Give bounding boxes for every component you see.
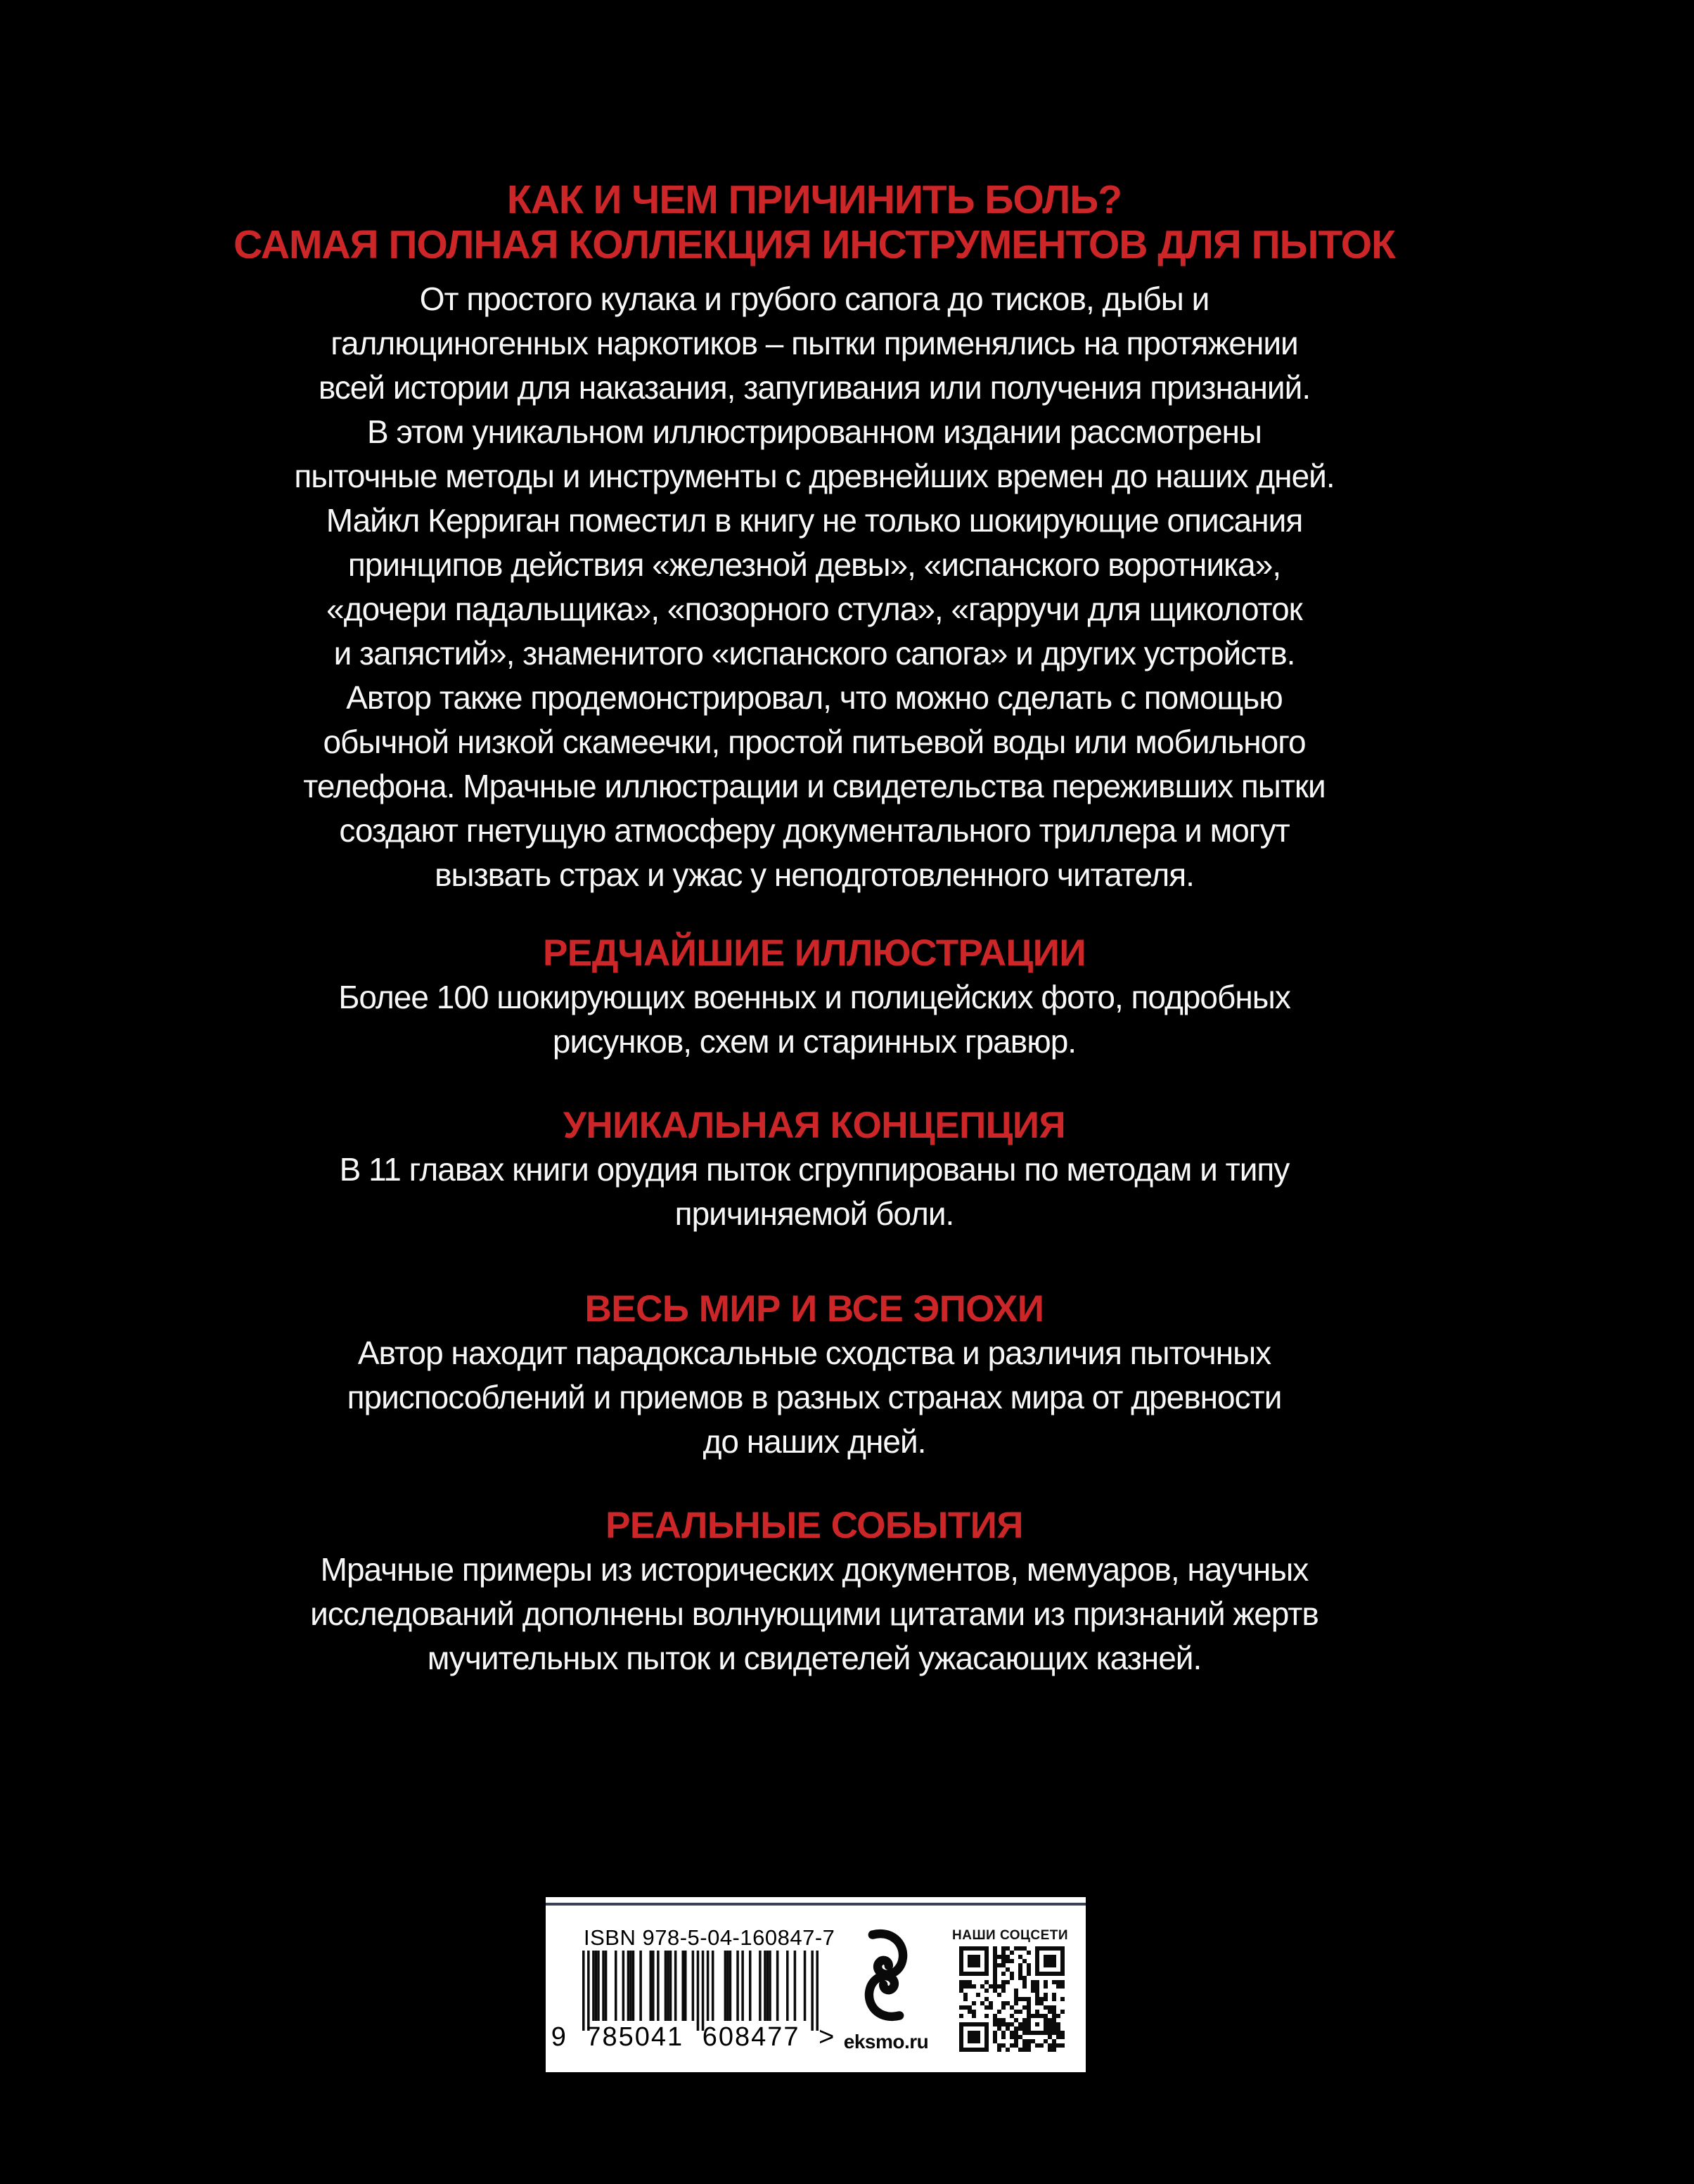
section-line: Автор находит парадоксальные сходства и различия пыточных xyxy=(357,1335,1271,1371)
intro-line: галлюциногенных наркотиков – пытки применялись на протяжении xyxy=(331,325,1298,361)
section-title: УНИКАЛЬНАЯ КОНЦЕПЦИЯ xyxy=(563,1105,1066,1146)
intro-line: От простого кулака и грубого сапога до тисков, дыбы и xyxy=(419,281,1209,317)
section-line: В 11 главах книги орудия пыток сгруппированы по методам и типу xyxy=(339,1151,1290,1188)
panel-top-divider xyxy=(546,1903,1086,1906)
section-line: приспособлений и приемов в разных странах мира от древности xyxy=(347,1379,1282,1415)
section-concept xyxy=(0,1103,1629,1236)
intro-line: всей истории для наказания, запугивания или получения признаний. xyxy=(318,369,1311,406)
intro-line: вызвать страх и ужас у неподготовленного читателя. xyxy=(435,856,1194,893)
section-world-epochs xyxy=(0,1287,1629,1464)
headline xyxy=(0,177,1629,267)
section-title: ВЕСЬ МИР И ВСЕ ЭПОХИ xyxy=(584,1288,1044,1330)
section-title: РЕАЛЬНЫЕ СОБЫТИЯ xyxy=(605,1505,1023,1546)
intro-line: телефона. Мрачные иллюстрации и свидетельства переживших пытки xyxy=(303,768,1326,804)
publisher-site-label: eksmo.ru xyxy=(843,2031,929,2053)
intro-line: и запястий», знаменитого «испанского сапога» и других устройств. xyxy=(333,635,1295,672)
headline-line: САМАЯ ПОЛНАЯ КОЛЛЕКЦИЯ ИНСТРУМЕНТОВ ДЛЯ ПЫТОК xyxy=(233,222,1395,267)
section-line: мучительных пыток и свидетелей ужасающих казней. xyxy=(427,1640,1202,1676)
section-line: исследований дополнены волнующими цитатами из признаний жертв xyxy=(310,1595,1318,1632)
section-line: Более 100 шокирующих военных и полицейских фото, подробных xyxy=(338,979,1290,1015)
intro-line: создают гнетущую атмосферу документального триллера и могут xyxy=(339,812,1290,849)
intro-line: «дочери падальщика», «позорного стула», «гарручи для щиколоток xyxy=(326,591,1302,627)
isbn-panel xyxy=(546,1897,1086,2072)
section-line: Мрачные примеры из исторических документов, мемуаров, научных xyxy=(320,1551,1309,1588)
qr-code-icon xyxy=(959,1946,1065,2052)
intro-paragraph xyxy=(0,277,1629,897)
social-networks-label: НАШИ СОЦСЕТИ xyxy=(952,1928,1069,1943)
barcode-number: 9 785041 608477 xyxy=(551,2022,800,2052)
section-line: рисунков, схем и старинных гравюр. xyxy=(552,1023,1077,1060)
barcode-tail-mark: > xyxy=(819,2022,836,2052)
intro-line: обычной низкой скамеечки, простой питьевой воды или мобильного xyxy=(323,724,1306,760)
intro-line: В этом уникальном иллюстрированном издании рассмотрены xyxy=(366,413,1262,450)
barcode-digits xyxy=(546,2022,841,2053)
section-line: до наших дней. xyxy=(702,1423,926,1460)
isbn-label: ISBN 978-5-04-160847-7 xyxy=(584,1925,835,1950)
blurb-column xyxy=(0,177,1629,1681)
section-real-events xyxy=(0,1503,1629,1681)
section-line: причиняемой боли. xyxy=(674,1195,954,1232)
intro-line: Автор также продемонстрировал, что можно сделать с помощью xyxy=(346,679,1283,716)
intro-line: Майкл Керриган поместил в книгу не только шокирующие описания xyxy=(326,502,1303,539)
intro-line: принципов действия «железной девы», «испанского воротника», xyxy=(347,546,1281,583)
eksmo-logo-icon xyxy=(849,1928,923,2022)
section-title: РЕДЧАЙШИЕ ИЛЛЮСТРАЦИИ xyxy=(543,932,1086,974)
intro-line: пыточные методы и инструменты с древнейших времен до наших дней. xyxy=(294,458,1335,494)
headline-line: КАК И ЧЕМ ПРИЧИНИТЬ БОЛЬ? xyxy=(506,177,1122,222)
ean13-barcode-icon xyxy=(582,1951,819,2031)
section-illustrations xyxy=(0,931,1629,1064)
